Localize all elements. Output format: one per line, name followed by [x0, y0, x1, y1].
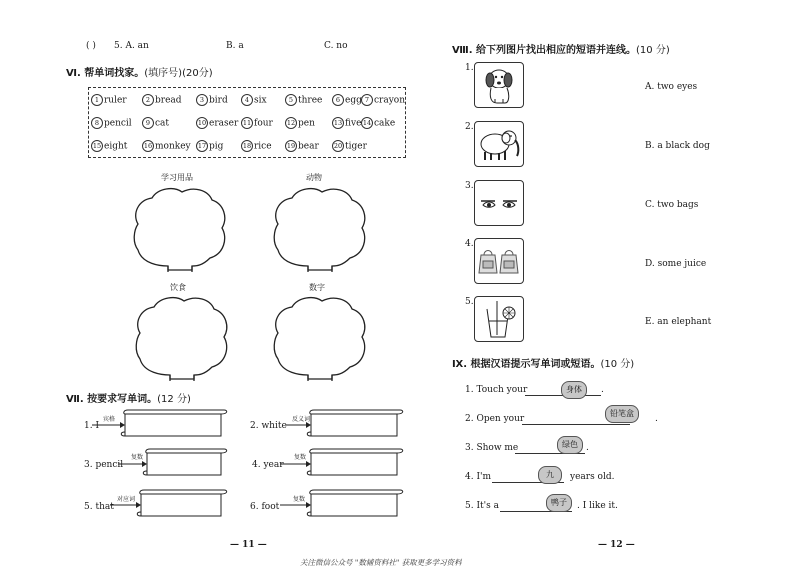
- q9-item-2-hint-stamp: 铅笔盒: [605, 405, 639, 423]
- section-6-note: (填序号)(20分): [144, 68, 213, 79]
- q9-item-2-suffix: .: [655, 414, 658, 424]
- number-circle: 10: [197, 119, 207, 127]
- picture-eyes[interactable]: [474, 180, 524, 226]
- number-circle: 1: [91, 94, 103, 106]
- word-text: five: [345, 118, 362, 129]
- section-9-points: (10 分): [600, 359, 635, 370]
- pic-2-number: 2.: [465, 122, 474, 132]
- eyes-icon: [475, 181, 523, 225]
- word-text: ruler: [104, 95, 127, 106]
- q7-item-5-answer-scroll[interactable]: [110, 488, 230, 518]
- number-circle: 6: [332, 94, 344, 106]
- number-circle: 19: [286, 142, 296, 150]
- picture-dog[interactable]: [474, 62, 524, 108]
- bags-icon: [475, 239, 523, 283]
- word-item: [142, 117, 169, 129]
- word-text: pen: [298, 118, 315, 129]
- option-c[interactable]: C. two bags: [645, 200, 699, 210]
- q7-item-1-hint: 宾格: [103, 416, 116, 423]
- word-text: eraser: [209, 118, 239, 129]
- q9-item-1-suffix: .: [601, 385, 604, 395]
- number-circle: 16: [143, 142, 153, 150]
- pic-4-number: 4.: [465, 239, 474, 249]
- number-circle: 9: [142, 117, 154, 129]
- number-circle: 15: [92, 142, 102, 150]
- q9-item-5-prefix: 5. It's a: [465, 501, 499, 511]
- word-item: [241, 117, 273, 129]
- q7-item-2-word: 2. white: [250, 421, 287, 431]
- q9-item-1-prefix: 1. Touch your: [465, 385, 528, 395]
- section-7-title: [66, 390, 191, 405]
- q9-item-3-hint-stamp: 绿色: [557, 436, 583, 454]
- q5-paren: ( ): [86, 41, 96, 51]
- word-item: [196, 140, 223, 152]
- q5-option-c: C. no: [324, 41, 348, 51]
- word-item: [91, 117, 132, 129]
- q7-item-4-word: 4. year: [252, 460, 284, 470]
- category-label-food: 饮食: [170, 283, 186, 292]
- dog-icon: [475, 63, 523, 107]
- q7-item-5-hint: 对应词: [117, 496, 136, 503]
- word-item: [332, 140, 367, 152]
- word-text: bird: [209, 95, 228, 106]
- q5-option-b: B. a: [226, 41, 244, 51]
- category-label-numbers: 数字: [309, 283, 325, 292]
- section-8-points: (10 分): [636, 45, 670, 56]
- q7-item-1-answer-scroll[interactable]: [92, 408, 232, 438]
- pic-5-number: 5.: [465, 297, 474, 307]
- pic-1-number: 1.: [465, 63, 474, 73]
- q9-item-4-hint-stamp: 九: [538, 466, 562, 484]
- tree-animals[interactable]: [270, 184, 370, 276]
- tree-numbers[interactable]: [270, 293, 370, 385]
- q9-item-3-prefix: 3. Show me: [465, 443, 519, 453]
- word-text: bread: [155, 95, 182, 106]
- q9-item-4-prefix: 4. I'm: [465, 472, 492, 482]
- word-item: [361, 94, 405, 106]
- word-item: [332, 117, 361, 129]
- number-circle: 5: [285, 94, 297, 106]
- section-9-heading: Ⅸ. 根据汉语提示写单词或短语。: [452, 359, 601, 370]
- number-circle: 20: [333, 142, 343, 150]
- elephant-icon: [475, 122, 523, 166]
- q7-item-6-answer-scroll[interactable]: [280, 488, 405, 518]
- word-text: six: [254, 95, 267, 106]
- word-text: cake: [374, 118, 396, 129]
- number-circle: 8: [91, 117, 103, 129]
- option-d[interactable]: D. some juice: [645, 259, 707, 269]
- word-item: [361, 117, 395, 129]
- picture-bags[interactable]: [474, 238, 524, 284]
- number-circle: 18: [242, 142, 252, 150]
- q7-item-4-hint: 复数: [294, 454, 307, 461]
- q7-item-1-word: 1. I: [84, 421, 100, 431]
- q7-item-2-answer-scroll[interactable]: [280, 408, 405, 438]
- tree-stationery[interactable]: [130, 184, 230, 276]
- word-item: [285, 140, 319, 152]
- q5-option-a: 5. A. an: [114, 41, 149, 51]
- q7-item-6-word: 6. foot: [250, 502, 280, 512]
- word-text: crayon: [374, 95, 406, 106]
- word-item: [285, 94, 322, 106]
- q7-item-4-answer-scroll[interactable]: [280, 447, 405, 477]
- q7-item-3-word: 3. pencil: [84, 460, 124, 470]
- word-item: [241, 94, 267, 106]
- picture-elephant[interactable]: [474, 121, 524, 167]
- word-text: pig: [209, 141, 224, 152]
- word-text: monkey: [155, 141, 191, 152]
- word-item: [196, 117, 238, 129]
- q9-item-1-hint-stamp: 身体: [561, 381, 587, 399]
- tree-food[interactable]: [132, 293, 232, 385]
- q9-item-5-hint-stamp: 鸭子: [546, 494, 572, 512]
- word-item: [196, 94, 228, 106]
- option-b[interactable]: B. a black dog: [645, 141, 710, 151]
- number-circle: 3: [196, 94, 208, 106]
- q7-item-3-hint: 复数: [131, 454, 144, 461]
- juice-glass-icon: [475, 297, 523, 341]
- section-9-title: [452, 355, 634, 370]
- word-text: three: [298, 95, 323, 106]
- word-item: [241, 140, 272, 152]
- q7-item-6-hint: 复数: [293, 496, 306, 503]
- word-text: four: [254, 118, 273, 129]
- word-text: pencil: [104, 118, 132, 129]
- section-6-heading: Ⅵ. 帮单词找家。: [66, 68, 145, 79]
- category-label-animals: 动物: [306, 173, 322, 182]
- q7-item-2-hint: 反义词: [292, 416, 311, 423]
- section-8-heading: Ⅷ. 给下列图片找出相应的短语并连线。: [452, 45, 637, 56]
- pic-3-number: 3.: [465, 181, 474, 191]
- page-number-right: — 12 —: [598, 540, 635, 550]
- q9-item-3-suffix: .: [586, 443, 589, 453]
- option-a[interactable]: A. two eyes: [645, 82, 698, 92]
- number-circle: 14: [362, 119, 372, 127]
- q7-item-5-word: 5. that: [84, 502, 114, 512]
- word-text: rice: [254, 141, 272, 152]
- word-bank: [88, 87, 406, 158]
- number-circle: 7: [361, 94, 373, 106]
- word-text: bear: [298, 141, 319, 152]
- q9-item-5-suffix: . I like it.: [577, 501, 618, 511]
- word-item: [142, 140, 191, 152]
- section-7-heading: Ⅶ. 按要求写单词。: [66, 394, 158, 405]
- word-item: [332, 94, 362, 106]
- number-circle: 4: [241, 94, 253, 106]
- word-item: [91, 140, 127, 152]
- q9-item-4-suffix: years old.: [570, 472, 615, 482]
- footer-note: 关注微信公众号 "数辅资料社" 获取更多学习资料: [300, 558, 462, 567]
- number-circle: 12: [286, 119, 296, 127]
- word-text: egg: [345, 95, 362, 106]
- word-item: [91, 94, 127, 106]
- number-circle: 2: [142, 94, 154, 106]
- page-number-left: — 11 —: [230, 540, 267, 550]
- q9-item-2-prefix: 2. Open your: [465, 414, 525, 424]
- section-8-title: [452, 41, 670, 56]
- word-item: [285, 117, 315, 129]
- section-6-title: [66, 64, 213, 79]
- number-circle: 13: [333, 119, 343, 127]
- number-circle: 17: [197, 142, 207, 150]
- word-text: eight: [104, 141, 128, 152]
- word-item: [142, 94, 182, 106]
- picture-juice[interactable]: [474, 296, 524, 342]
- section-7-points: (12 分): [157, 394, 191, 405]
- category-label-stationery: 学习用品: [161, 173, 193, 182]
- q7-item-3-answer-scroll[interactable]: [118, 447, 228, 477]
- number-circle: 11: [242, 119, 252, 127]
- word-text: cat: [155, 118, 170, 129]
- word-text: tiger: [345, 141, 367, 152]
- option-e[interactable]: E. an elephant: [645, 317, 712, 327]
